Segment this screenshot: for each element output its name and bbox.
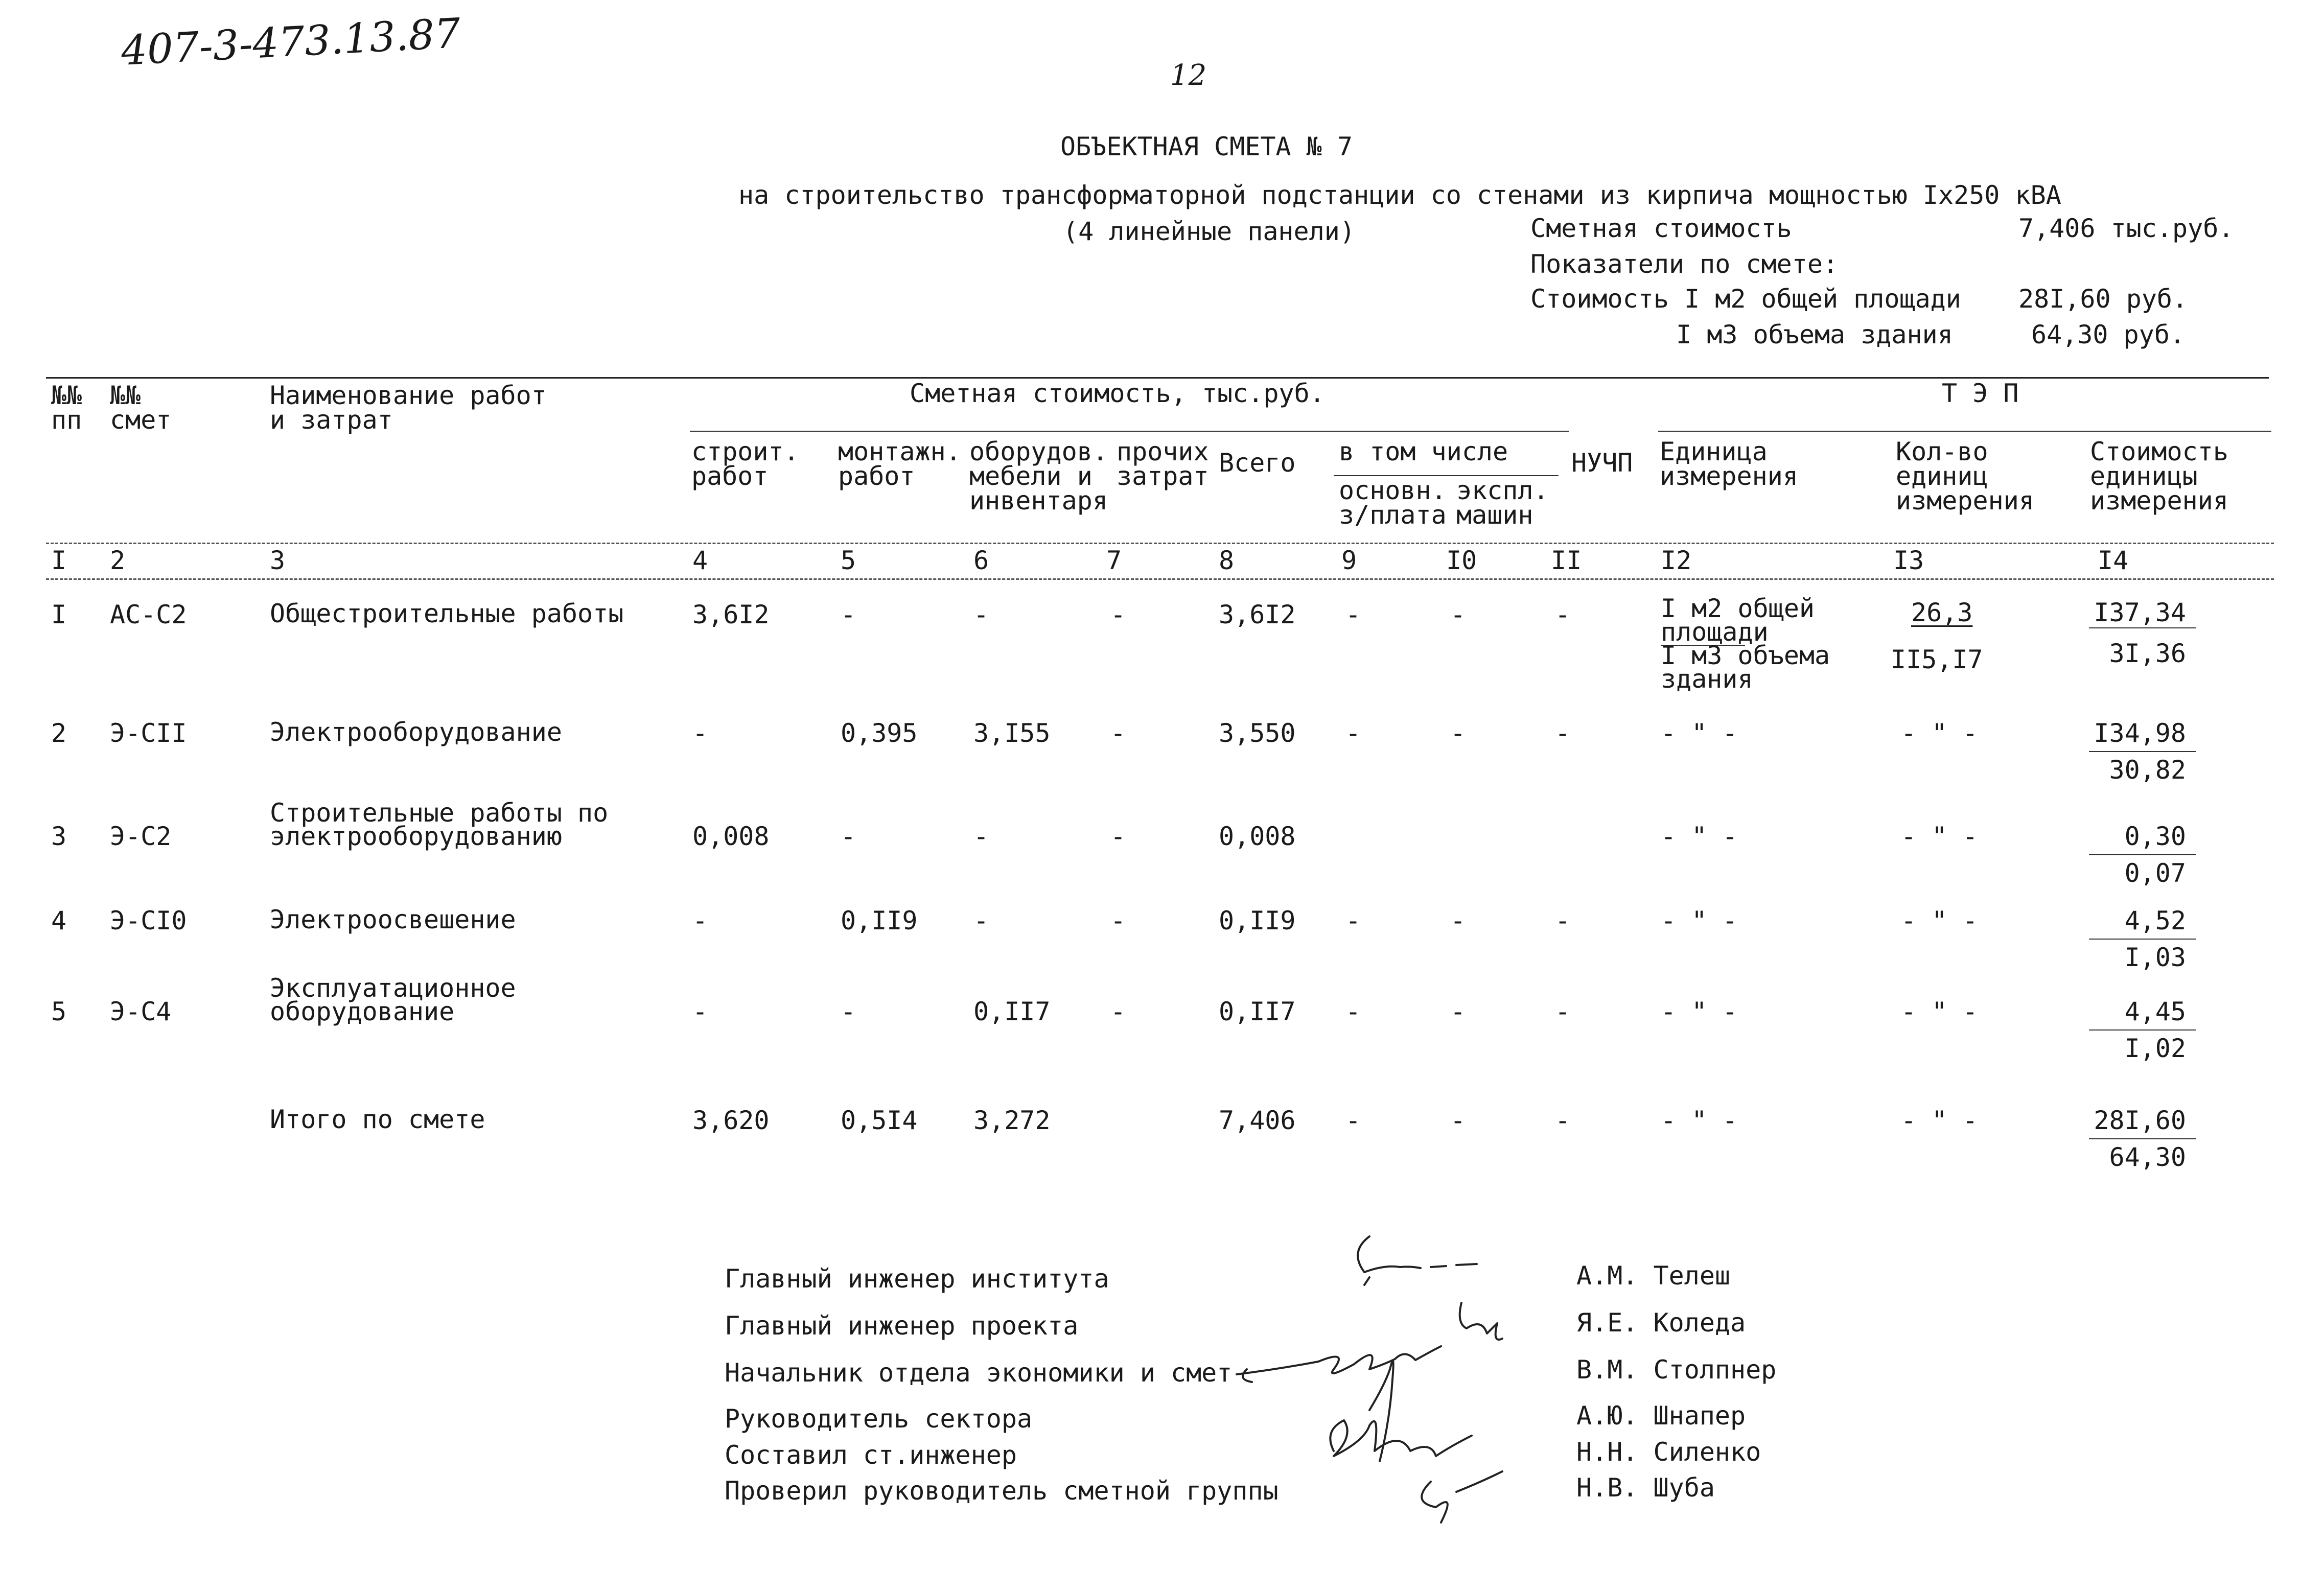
cost-c11: -	[1555, 997, 1571, 1026]
cost-label: Сметная стоимость	[1530, 214, 1792, 243]
cost-c7: -	[1110, 822, 1126, 851]
unit-ditto: - " -	[1661, 906, 1738, 935]
cost-c4: -	[692, 718, 708, 748]
unit-cost-secondary: 30,82	[2109, 755, 2186, 785]
column-number: I0	[1446, 546, 1477, 575]
signature-name: А.М. Телеш	[1576, 1261, 1731, 1291]
cost-c7: -	[1110, 600, 1126, 629]
signature-role: Руководитель сектора	[725, 1404, 1033, 1434]
cost-c8: 0,008	[1219, 822, 1296, 851]
header-smet: №№ смет	[110, 381, 172, 435]
column-number: 2	[110, 546, 126, 575]
header-bottom-rule	[46, 543, 2274, 544]
estimate-code: АС-С2	[110, 600, 187, 629]
column-number: 8	[1219, 546, 1235, 575]
unit-cost-primary: 4,45	[2124, 997, 2186, 1026]
cost-c9: -	[1345, 997, 1361, 1026]
cost-c10: -	[1450, 1106, 1466, 1135]
m2-cost-label: Стоимость I м2 общей площади	[1530, 284, 1961, 314]
cost-c9: -	[1345, 906, 1361, 935]
column-number: I3	[1893, 546, 1924, 575]
cost-c7: -	[1110, 997, 1126, 1026]
column-number: I2	[1661, 546, 1692, 575]
work-name: Электроосвешение	[270, 905, 516, 934]
cost-c8: 0,II9	[1219, 906, 1296, 935]
cost-c6: 0,II7	[973, 997, 1051, 1026]
work-name: Электрооборудование	[270, 717, 562, 747]
cost-c6: 3,I55	[973, 718, 1051, 748]
page-number: 12	[1170, 59, 1207, 92]
cost-c9: -	[1345, 718, 1361, 748]
header-montazh: монтажн. работ	[838, 437, 961, 491]
row-number: 2	[51, 718, 67, 748]
cost-c10: -	[1450, 906, 1466, 935]
cost-c9: -	[1345, 600, 1361, 629]
column-number: I4	[2098, 546, 2129, 575]
estimate-code: Э-СII	[110, 718, 187, 748]
cost-c5: 0,395	[841, 718, 918, 748]
work-name: Итого по смете	[270, 1105, 485, 1134]
header-osnov: основн. з/плата	[1339, 476, 1447, 530]
cost-c7: -	[1110, 906, 1126, 935]
signature-name: А.Ю. Шнапер	[1576, 1401, 1746, 1431]
signature-name: Н.Н. Силенко	[1576, 1437, 1761, 1467]
signature-role: Проверил руководитель сметной группы	[725, 1476, 1279, 1506]
unit-cost-secondary: 3I,36	[2109, 639, 2186, 668]
signature-name: В.М. Столпнер	[1576, 1355, 1777, 1385]
estimate-code: Э-СI0	[110, 906, 187, 935]
handwritten-signatures-graphic	[1216, 1216, 1553, 1533]
cost-c4: -	[692, 906, 708, 935]
unit-cost-secondary: 0,07	[2124, 858, 2186, 888]
header-cost-group: Сметная стоимость, тыс.руб.	[910, 379, 1325, 408]
header-stroit: строит. работ	[691, 437, 799, 491]
tep-group-rule	[1658, 431, 2271, 432]
signature-role: Главный инженер проекта	[725, 1311, 1079, 1341]
column-number: 6	[973, 546, 989, 575]
indicators-label: Показатели по смете:	[1530, 249, 1839, 279]
cost-c5: 0,II9	[841, 906, 918, 935]
header-qty: Кол-во единиц измерения	[1896, 437, 2034, 516]
column-number: 7	[1106, 546, 1122, 575]
column-number-rule	[46, 578, 2274, 580]
m3-cost-label: I м3 объема здания	[1676, 320, 1953, 349]
unit-cost-secondary: I,03	[2124, 943, 2186, 972]
column-number: 3	[270, 546, 286, 575]
unit-cost-primary: 28I,60	[2094, 1106, 2186, 1135]
estimate-code: Э-С4	[110, 997, 172, 1026]
cost-c8: 0,II7	[1219, 997, 1296, 1026]
cost-c4: 3,6I2	[692, 600, 770, 629]
signature-name: Я.Е. Коледа	[1576, 1308, 1746, 1338]
qty-ditto: - " -	[1901, 718, 1978, 748]
qty-secondary: II5,I7	[1891, 645, 1983, 674]
unit-cost-fraction-rule	[2089, 1138, 2196, 1139]
m2-cost-value: 28I,60 руб.	[2018, 284, 2188, 314]
unit-cost-fraction-rule	[2089, 627, 2196, 628]
unit-cost-primary: I34,98	[2094, 718, 2186, 748]
cost-c5: -	[841, 822, 856, 851]
m3-cost-value: 64,30 руб.	[2031, 320, 2186, 349]
cost-c10: -	[1450, 718, 1466, 748]
cost-c6: -	[973, 600, 989, 629]
cost-group-rule	[690, 431, 1569, 432]
document-title: ОБЪЕКТНАЯ СМЕТА № 7	[1060, 132, 1353, 161]
column-number: I	[51, 546, 67, 575]
cost-c8: 3,6I2	[1219, 600, 1296, 629]
cost-c5: -	[841, 997, 856, 1026]
unit-cost-primary: 0,30	[2124, 822, 2186, 851]
cost-c11: -	[1555, 718, 1571, 748]
header-vtom: в том числе	[1339, 437, 1508, 466]
cost-c4: 0,008	[692, 822, 770, 851]
cost-c10: -	[1450, 600, 1466, 629]
signature-role: Главный инженер института	[725, 1264, 1109, 1294]
cost-c9: -	[1345, 1106, 1361, 1135]
qty-primary: 26,3	[1911, 598, 1973, 627]
row-number: 3	[51, 822, 67, 851]
header-oborud: оборудов. мебели и инвентаря	[969, 437, 1108, 516]
estimate-code: Э-С2	[110, 822, 172, 851]
column-number: 4	[692, 546, 708, 575]
header-nuchp: НУЧП	[1571, 448, 1633, 478]
header-vsego: Всего	[1219, 448, 1296, 478]
unit-ditto: - " -	[1661, 822, 1738, 851]
qty-ditto: - " -	[1901, 822, 1978, 851]
unit-cost-primary: I37,34	[2094, 598, 2186, 627]
unit-cost-fraction-rule	[2089, 939, 2196, 940]
row-number: I	[51, 600, 67, 629]
qty-ditto: - " -	[1901, 997, 1978, 1026]
work-name: Строительные работы по электрооборудованию	[270, 798, 609, 851]
signature-name: Н.В. Шуба	[1576, 1473, 1715, 1503]
cost-c5: -	[841, 600, 856, 629]
cost-c8: 7,406	[1219, 1106, 1296, 1135]
work-name: Общестроительные работы	[270, 599, 624, 628]
cost-c11: -	[1555, 1106, 1571, 1135]
header-prochih: прочих затрат	[1117, 437, 1209, 491]
unit-secondary: I м3 объема здания	[1661, 641, 1830, 694]
row-number: 5	[51, 997, 67, 1026]
header-unit-cost: Стоимость единицы измерения	[2090, 437, 2228, 516]
column-number: 9	[1341, 546, 1357, 575]
unit-cost-primary: 4,52	[2124, 906, 2186, 935]
unit-cost-fraction-rule	[2089, 854, 2196, 855]
unit-cost-fraction-rule	[2089, 1029, 2196, 1031]
row-number: 4	[51, 906, 67, 935]
unit-ditto: - " -	[1661, 1106, 1738, 1135]
cost-c4: -	[692, 997, 708, 1026]
unit-cost-secondary: I,02	[2124, 1034, 2186, 1063]
unit-ditto: - " -	[1661, 997, 1738, 1026]
column-number: II	[1551, 546, 1582, 575]
cost-c6: -	[973, 906, 989, 935]
cost-c8: 3,550	[1219, 718, 1296, 748]
signature-role: Составил ст.инженер	[725, 1440, 1017, 1470]
cost-c5: 0,5I4	[841, 1106, 918, 1135]
column-number: 5	[841, 546, 856, 575]
cost-c4: 3,620	[692, 1106, 770, 1135]
cost-c6: 3,272	[973, 1106, 1051, 1135]
cost-c6: -	[973, 822, 989, 851]
header-ekspl: экспл. машин	[1456, 476, 1549, 530]
cost-value: 7,406 тыс.руб.	[2018, 214, 2234, 243]
cost-c10: -	[1450, 997, 1466, 1026]
document-subtitle: на строительство трансформаторной подстанции со стенами из кирпича мощностью Iх250 кВА	[738, 180, 2061, 210]
unit-cost-fraction-rule	[2089, 751, 2196, 752]
header-tep-group: Т Э П	[1942, 379, 2019, 408]
document-code: 407-3-473.13.87	[120, 9, 462, 75]
cost-c11: -	[1555, 600, 1571, 629]
qty-ditto: - " -	[1901, 906, 1978, 935]
unit-primary: I м2 общей площади	[1661, 594, 1815, 647]
unit-cost-secondary: 64,30	[2109, 1142, 2186, 1172]
header-name: Наименование работ и затрат	[270, 381, 547, 435]
cost-c11: -	[1555, 906, 1571, 935]
signature-role: Начальник отдела экономики и смет	[725, 1358, 1233, 1388]
header-pp: №№ пп	[51, 381, 82, 435]
unit-ditto: - " -	[1661, 718, 1738, 748]
document-subtitle-2: (4 линейные панели)	[1063, 217, 1355, 246]
header-unit: Единица измерения	[1660, 437, 1798, 491]
cost-c7: -	[1110, 718, 1126, 748]
qty-ditto: - " -	[1901, 1106, 1978, 1135]
work-name: Эксплуатационное оборудование	[270, 973, 516, 1026]
